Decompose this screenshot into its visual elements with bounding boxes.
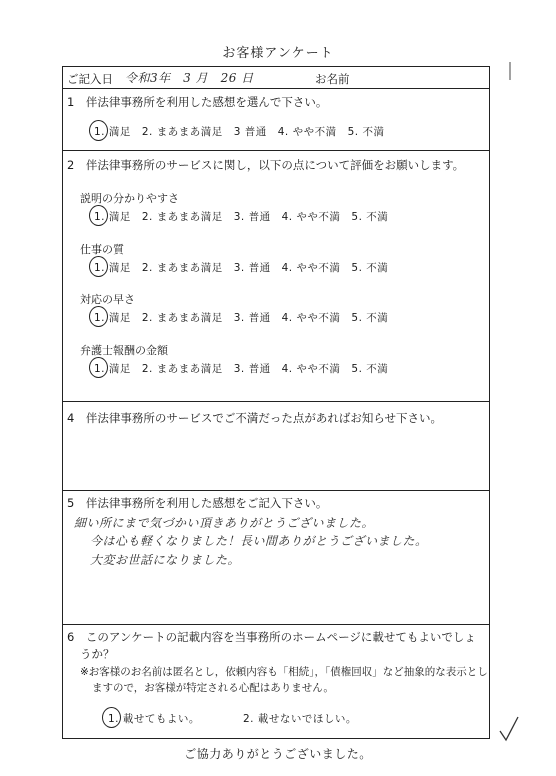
selected-answer-circle xyxy=(102,707,121,728)
q2-item-options: 1. 満足 2. まあまあ満足 3. 普通 4. やや不満 5. 不満 xyxy=(94,363,389,375)
selected-answer-circle xyxy=(89,256,108,277)
q6-option-1: 1. 載せてもよい。 xyxy=(108,713,200,725)
privacy-note-cont: ますので，お客様が特定される心配はありません。 xyxy=(92,682,334,694)
q2-item-options: 1. 満足 2. まあまあ満足 3. 普通 4. やや不満 5. 不満 xyxy=(94,312,389,324)
name-label: お名前 xyxy=(315,72,350,86)
date-label: ご記入日 xyxy=(67,72,113,86)
handwritten-answer-line: 細い所にまで気づかい頂きありがとうございました。 xyxy=(74,516,375,530)
divider xyxy=(62,401,490,402)
date-value: 令和3年 3 月 26 日 xyxy=(125,71,254,85)
checkmark-icon xyxy=(498,715,520,743)
thank-you-footer: ご協力ありがとうございました。 xyxy=(184,747,372,761)
question-6: 6 このアンケートの記載内容を当事務所のホームページに載せてもよいでしょ xyxy=(67,630,476,644)
question-5: 5 伴法律事務所を利用した感想をご記入下さい。 xyxy=(67,496,328,510)
divider xyxy=(62,490,490,491)
divider xyxy=(62,150,490,151)
handwritten-answer-line: 今は心も軽くなりました！長い間ありがとうございました。 xyxy=(90,534,428,548)
handwritten-answer-line: 大変お世話になりました。 xyxy=(90,553,241,567)
selected-answer-circle xyxy=(89,120,108,141)
privacy-note: ※お客様のお名前は匿名とし，依頼内容も「相続」，「債権回収」など抽象的な表示とし xyxy=(80,666,488,678)
q2-item-label: 説明の分かりやすさ xyxy=(80,192,179,205)
q1-options: 1. 満足 2. まあまあ満足 3 普通 4. やや不満 5. 不満 xyxy=(94,126,385,138)
q2-item-label: 仕事の質 xyxy=(80,243,124,256)
divider xyxy=(62,88,490,89)
question-1: 1 伴法律事務所を利用した感想を選んで下さい。 xyxy=(67,95,328,109)
margin-mark xyxy=(506,60,514,82)
question-6-cont: うか？ xyxy=(80,647,115,661)
selected-answer-circle xyxy=(89,306,108,327)
q2-item-label: 対応の早さ xyxy=(80,293,135,306)
q2-item-label: 弁護士報酬の金額 xyxy=(80,344,168,357)
q6-option-2: 2. 載せないでほしい。 xyxy=(243,713,357,725)
question-2: 2 伴法律事務所のサービスに関し，以下の点について評価をお願いします。 xyxy=(67,158,465,172)
selected-answer-circle xyxy=(89,205,108,226)
divider xyxy=(62,624,490,625)
q2-item-options: 1. 満足 2. まあまあ満足 3. 普通 4. やや不満 5. 不満 xyxy=(94,262,389,274)
page-title: お客様アンケート xyxy=(222,46,334,61)
selected-answer-circle xyxy=(89,357,108,378)
q2-item-options: 1. 満足 2. まあまあ満足 3. 普通 4. やや不満 5. 不満 xyxy=(94,211,389,223)
question-4: 4 伴法律事務所のサービスでご不満だった点があればお知らせ下さい。 xyxy=(67,411,442,425)
